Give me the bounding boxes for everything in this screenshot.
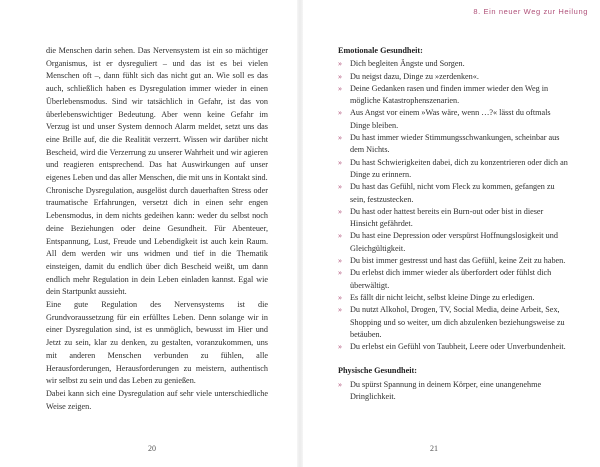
list-item-text: Aus Angst vor einem »Was wäre, wenn …?« lässt du oftmals Dinge bleiben. [350,108,551,130]
bullet-marker-icon: » [338,182,342,192]
section-heading-physical: Physische Gesundheit: [338,366,417,376]
list-item-text: Du hast eine Depression oder verspürst Hoffnungslosigkeit und Gleichgültigkeit. [350,231,558,253]
bullet-marker-icon: » [338,71,342,81]
emotional-health-list [338,58,570,353]
list-item [338,206,570,231]
paragraph: Chronische Dysregulation, ausgelöst durch dauerhaften Stress oder traumatische Erfahrungen, versetzt dich in einen sehr engen Lebensmodus, in dem nichts gedeihen kann: weder du selbst noch deine Beziehungen oder deine Gesundheit. Für Abenteuer, Entspannung, Lust, Freude und Lebendigkeit ist auch kein Raum. All dem werden wir uns widmen und tief in die Thematik einsteigen, damit du endlich über dich Bescheid weißt, um dann endlich mehr Regulation in dein Leben einladen kannst. Egal wie dein Startpunkt aussieht. [46,185,268,297]
bullet-marker-icon: » [338,83,342,93]
list-item [338,58,570,70]
running-header: 8. Ein neuer Weg zur Heilung [473,7,588,16]
list-item-text: Du spürst Spannung in deinem Körper, eine unangenehme Dringlichkeit. [350,379,542,402]
list-item-text: Du neigst dazu, Dinge zu »zerdenken«. [350,71,479,81]
list-item-text: Du hast das Gefühl, nicht vom Fleck zu kommen, gefangen zu sein, festzustecken. [350,182,555,204]
bullet-marker-icon: » [338,108,342,118]
list-item-text: Es fällt dir nicht leicht, selbst kleine Dinge zu erledigen. [350,292,535,302]
list-item [338,157,570,182]
right-page-body [338,45,570,403]
section-heading-emotional: Emotionale Gesundheit: [338,46,423,55]
list-item [338,379,570,404]
list-item-text: Du hast Schwierigkeiten dabei, dich zu konzentrieren oder dich an Dinge zu erinnern. [350,157,568,179]
bullet-marker-icon: » [338,231,342,241]
bullet-marker-icon: » [338,206,342,216]
list-item [338,292,570,304]
list-item-text: Du nutzt Alkohol, Drogen, TV, Social Media, deine Arbeit, Sex, Shopping und so weiter, um dich abzulenken beziehungsweise zu betäuben. [350,305,565,339]
list-item-text: Du erlebst ein Gefühl von Taubheit, Leere oder Unverbundenheit. [350,342,566,352]
bullet-marker-icon: » [338,256,342,266]
list-item [338,267,570,292]
list-item-text: Du hast immer wieder Stimmungsschwankungen, scheinbar aus dem Nichts. [350,133,560,155]
page-number-left: 20 [148,444,156,453]
bullet-marker-icon: » [338,59,342,69]
list-item-text: Du hast oder hattest bereits ein Burn-out oder bist in dieser Hinsicht gefährdet. [350,206,544,229]
physical-health-list [338,379,570,404]
list-item-text: Dich begleiten Ängste und Sorgen. [350,59,465,69]
list-item [338,132,570,157]
list-item-text: Du bist immer gestresst und hast das Gefühl, keine Zeit zu haben. [350,256,566,266]
bullet-marker-icon: » [338,342,342,352]
bullet-marker-icon: » [338,305,342,315]
list-item [338,71,570,83]
list-item [338,107,570,132]
bullet-marker-icon: » [338,379,342,389]
left-page-body [46,45,268,413]
bullet-marker-icon: » [338,268,342,278]
list-item [338,83,570,108]
bullet-marker-icon: » [338,157,342,167]
list-item [338,230,570,255]
list-item [338,304,570,341]
paragraph: die Menschen darin sehen. Das Nervensystem ist ein so mächtiger Organismus, ist er dysreguliert – und das ist es bei vielen Menschen oft –, dann fühlt sich das nicht gut an. Wie soll es das auch, schließlich haben es Dysregulation immer wieder in einen Überlebensmodus. Sind wir tatsächlich in Gefahr, ist das von überlebenswichtiger Bedeutung. Aber wenn keine Gefahr im Verzug ist und unser System dennoch Alarm meldet, setzt uns das eine Brille auf, die die Realität verzerrt. Wissen wir darüber nicht Bescheid, wird die Verzerrung zu unserer Wahrheit und wir agieren und reagieren entsprechend. Das hat Auswirkungen auf unser eigenes Leben und das aller Menschen, die mit uns in Kontakt sind. [46,46,268,183]
right-page [300,0,600,467]
list-item-text: Deine Gedanken rasen und finden immer wieder den Weg in mögliche Katastrophenszenarien. [350,83,549,106]
list-item [338,341,570,353]
page-number-right: 21 [430,444,438,453]
list-item [338,181,570,206]
list-item-text: Du erlebst dich immer wieder als überfordert oder fühlst dich überwältigt. [350,268,552,290]
bullet-marker-icon: » [338,133,342,143]
paragraph: Dabei kann sich eine Dysregulation auf sehr viele unterschiedliche Weise zeigen. [46,388,268,411]
paragraph: Eine gute Regulation des Nervensystems ist die Grundvoraussetzung für ein erfülltes Leben. Denn solange wir in einer Dysregulation sind, ist es unmöglich, bewusst im Hier und Jetzt zu sein, klar zu denken, zu gestalten, voranzukommen, uns mit anderen Menschen verbunden zu fühlen, alle Herausforderungen, Herausforderungen zu meistern, authentisch wir selbst zu sein und das Leben zu genießen. [46,300,268,386]
bullet-marker-icon: » [338,292,342,302]
list-item [338,255,570,267]
